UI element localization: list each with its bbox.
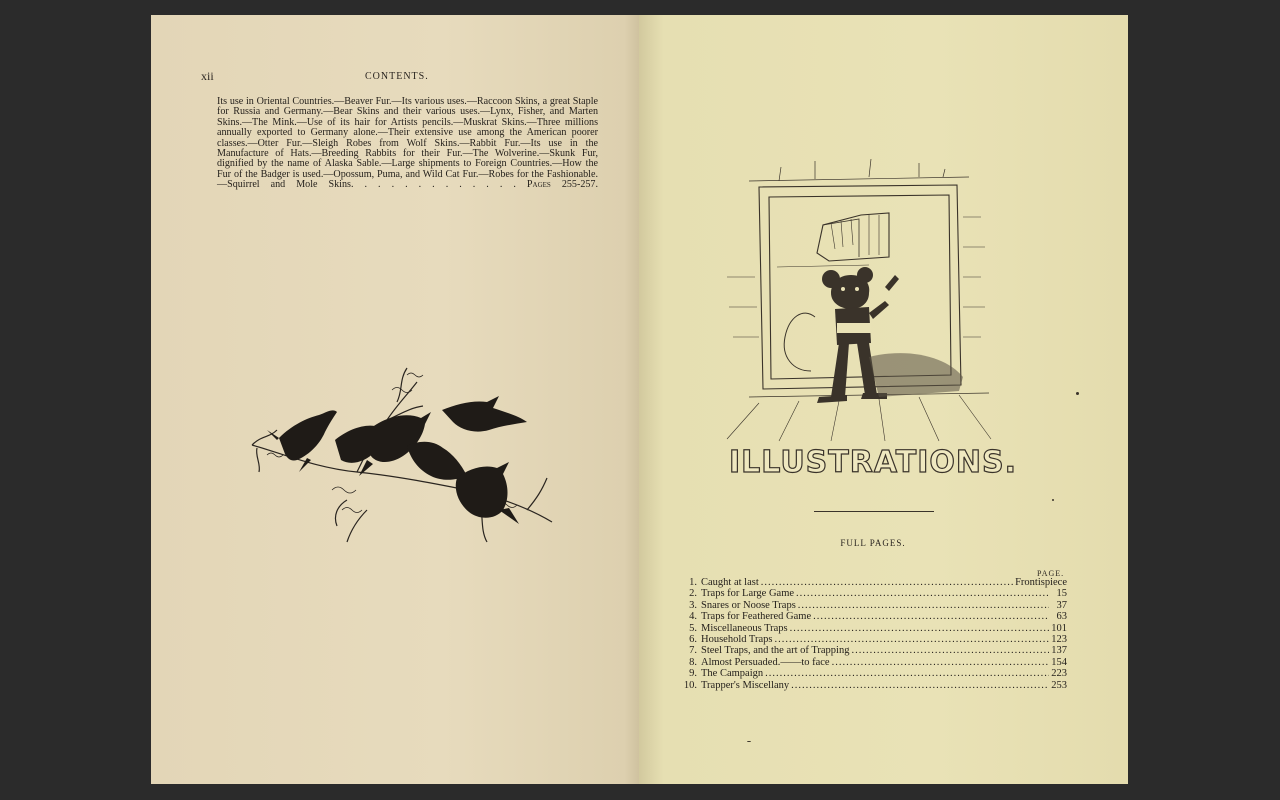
list-item xyxy=(677,588,1067,599)
item-page: 63 xyxy=(1056,611,1067,623)
list-item xyxy=(677,634,1067,645)
item-page: 37 xyxy=(1056,599,1067,611)
item-number: 2. xyxy=(689,588,697,600)
mouse-painting-illustration xyxy=(719,157,1019,442)
dot-leader xyxy=(813,611,1049,622)
list-item xyxy=(677,600,1067,611)
item-title: Almost Persuaded.——to face xyxy=(701,656,830,668)
illustrations-title: ILLUSTRATIONS. xyxy=(729,445,1017,480)
list-item xyxy=(677,668,1067,679)
dot-leader xyxy=(798,600,1049,611)
item-page: 223 xyxy=(1051,668,1067,680)
list-item xyxy=(677,680,1067,691)
list-item xyxy=(677,577,1067,588)
dot-leader xyxy=(765,668,1049,679)
dot-leader xyxy=(851,645,1049,656)
list-item xyxy=(677,657,1067,668)
list-item xyxy=(677,611,1067,622)
item-page: 123 xyxy=(1051,633,1067,645)
dot-leader xyxy=(791,680,1049,691)
item-page: 253 xyxy=(1051,679,1067,691)
contents-paragraph xyxy=(217,97,598,191)
contents-text: Its use in Oriental Countries.—Beaver Fur.—Its various uses.—Raccoon Skins, a great Staple for Russia and Germany.—Bear Skins and their various uses.—Lynx, Fisher, and Marten Skins.—The Mink.—Use of its hair for Artists pencils.—Muskrat Skins.—Three millions annually exported to Germany alone.—Their extensive use among the American poorer classes.—Otter Fur.—Sleigh Robes from Wolf Skins.—Rabbit Fur.—Its use in the Manufacture of Hats.—Breeding Rabbits for their Fur.—The Wolverine.—Skunk Fur, dignified by the name of Alaska Sable.—Large shipments to Foreign Countries.—How the Fur of the Badger is used.—Opossum, Puma, and Wild Cat Fur.—Robes for the Fashionable.—Squirrel and Mole Skins. . . . . . . . . . . . . xyxy=(217,96,598,191)
item-number: 6. xyxy=(689,633,697,645)
dot-leader xyxy=(790,623,1049,634)
dot-leader xyxy=(761,577,1013,588)
item-title: Trapper's Miscellany xyxy=(701,679,790,691)
item-page: Frontispiece xyxy=(1015,577,1067,588)
pages-reference: Pages 255-257. xyxy=(526,179,598,191)
ink-speck xyxy=(747,741,751,742)
item-number: 4. xyxy=(689,611,697,623)
item-number: 5. xyxy=(689,622,697,634)
dot-leader xyxy=(796,588,1049,599)
left-page xyxy=(151,15,639,784)
dot-leader xyxy=(774,634,1049,645)
item-page: 137 xyxy=(1051,645,1067,657)
right-page xyxy=(639,15,1128,784)
illustrations-list xyxy=(677,577,1067,691)
item-page: 101 xyxy=(1051,622,1067,634)
full-pages-heading: FULL PAGES. xyxy=(840,538,906,548)
item-number: 3. xyxy=(689,599,697,611)
item-title: Caught at last xyxy=(701,577,759,588)
item-title: Miscellaneous Traps xyxy=(701,622,788,634)
item-title: Snares or Noose Traps xyxy=(701,599,796,611)
item-number: 10. xyxy=(683,679,697,691)
item-page: 15 xyxy=(1056,588,1067,600)
item-number: 9. xyxy=(689,668,697,680)
running-head: CONTENTS. xyxy=(365,71,429,82)
page-column-heading: PAGE. xyxy=(1037,569,1065,578)
list-item xyxy=(677,623,1067,634)
item-title: Traps for Feathered Game xyxy=(701,611,812,623)
book-spread xyxy=(151,15,1128,784)
item-title: Household Traps xyxy=(701,633,773,645)
ink-speck xyxy=(1052,499,1054,501)
divider-rule xyxy=(814,511,934,512)
ink-speck xyxy=(1076,392,1079,395)
page-number: xii xyxy=(201,69,214,83)
list-item xyxy=(677,645,1067,656)
dot-leader xyxy=(832,657,1049,668)
item-title: Steel Traps, and the art of Trapping xyxy=(701,645,850,657)
item-title: The Campaign xyxy=(701,668,764,680)
crows-on-branch-illustration xyxy=(247,360,557,550)
item-number: 8. xyxy=(689,656,697,668)
item-page: 154 xyxy=(1051,656,1067,668)
item-title: Traps for Large Game xyxy=(701,588,795,600)
item-number: 1. xyxy=(689,577,697,588)
item-number: 7. xyxy=(689,645,697,657)
